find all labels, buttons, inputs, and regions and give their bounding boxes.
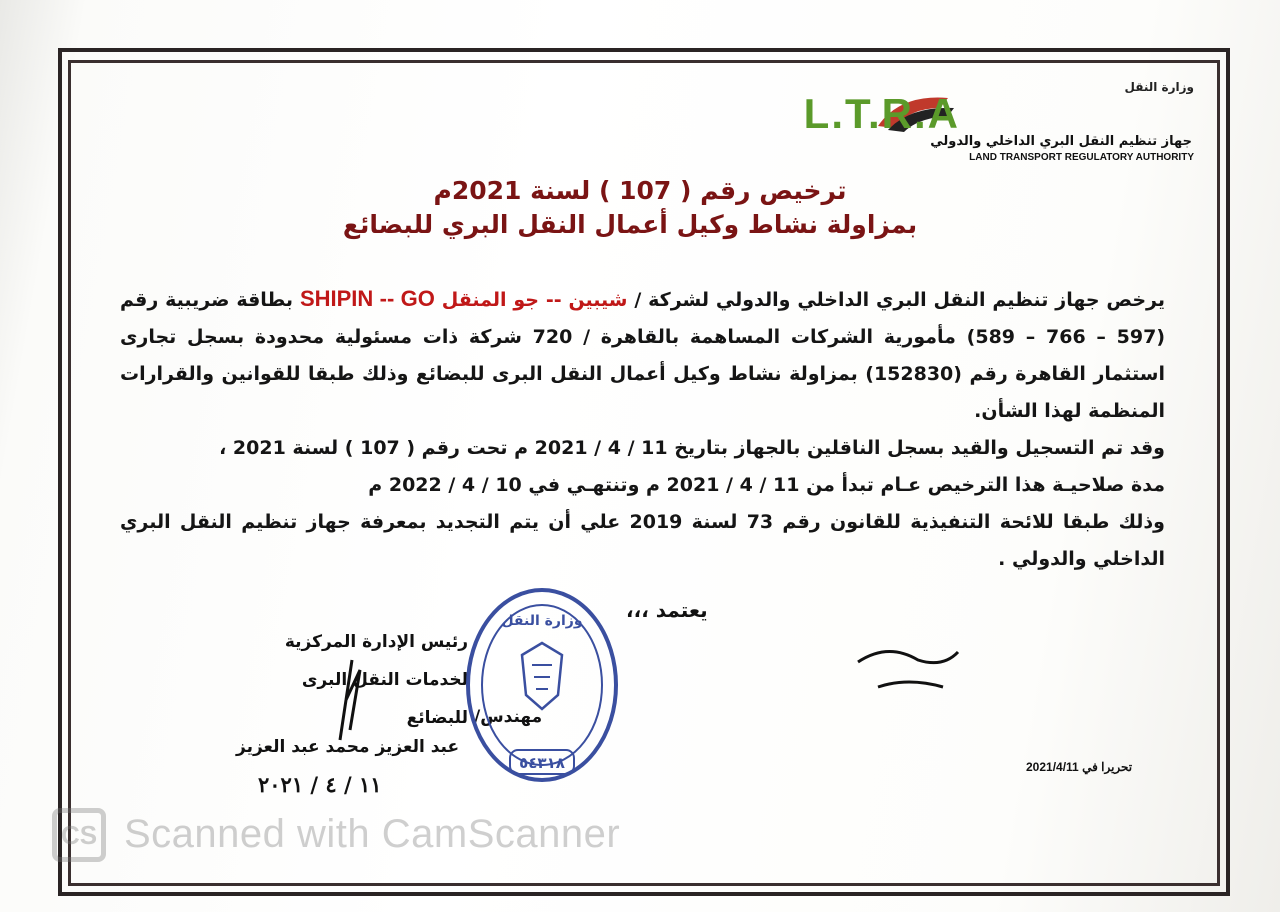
seal-number: ٥٤٣١٨ — [519, 754, 565, 772]
camscanner-badge-icon: CS — [52, 808, 106, 862]
ltra-logo — [803, 80, 1200, 170]
signature-scribble-icon — [300, 640, 400, 750]
paragraph-intro — [120, 280, 1165, 430]
camscanner-text: Scanned with CamScanner — [124, 812, 621, 856]
license-body — [120, 280, 1165, 578]
signer-title-line2: لخدمات النقل البرى للبضائع — [301, 670, 468, 728]
license-subtitle: بمزاولة نشاط وكيل أعمال النقل البري للبضائع — [342, 210, 918, 239]
seal-text: وزارة النقل — [501, 613, 583, 629]
signer-name: عبد العزيز محمد عبد العزيز — [236, 737, 460, 757]
approval-signature-icon — [848, 632, 968, 702]
signer-title-line1: رئيس الإدارة المركزية — [284, 632, 468, 652]
authority-name-ar: جهاز تنظيم النقل البري الداخلي والدولي — [930, 134, 1192, 149]
ministry-label: وزارة النقل — [1124, 80, 1194, 94]
ltra-emblem-icon — [803, 88, 1200, 138]
authority-name-en: LAND TRANSPORT REGULATORY AUTHORITY — [969, 152, 1194, 163]
official-seal-icon — [462, 585, 622, 785]
intro-text: يرخص جهاز تنظيم النقل البري الداخلي والدولي لشركة / — [634, 289, 1165, 311]
logo-text: L.T.R.A — [803, 90, 960, 137]
paragraph-law: وذلك طبقا للائحة التنفيذية للقانون رقم 73 لسنة 2019 علي أن يتم التجديد بمعرفة جهاز تنظيم النقل البري الداخلي والدولي . — [120, 511, 1165, 570]
engineer-label: مهندس/ — [474, 707, 543, 727]
intro-rest: بطاقة ضريبية رقم (597 – 766 – 589) مأمورية الشركات المساهمة بالقاهرة / 720 شركة ذات مسئولية محدودة بسجل تجارى استثمار القاهرة رقم (152830) بمزاولة نشاط وكيل أعمال النقل البرى للبضائع وذلك طبقا للقوانين والقرارات المنظمة لهذا الشأن. — [120, 289, 1166, 422]
license-title: ترخيص رقم ( 107 ) لسنة 2021م — [433, 176, 847, 205]
handwritten-date: ١١ / ٤ / ٢٠٢١ — [258, 772, 382, 797]
camscanner-watermark — [52, 806, 692, 866]
company-name-ar: شيبين -- جو المنقل — [441, 289, 628, 311]
paragraph-validity: مدة صلاحيـة هذا الترخيص عـام تبدأ من 11 / 4 / 2021 م وتنتهـي في 10 / 4 / 2022 م — [368, 474, 1165, 496]
issue-date: تحريرا في 2021/4/11 — [1026, 760, 1133, 774]
approved-label: يعتمد ،،، — [626, 598, 708, 622]
company-name-en: SHIPIN -- GO — [299, 286, 435, 311]
paragraph-registration: وقد تم التسجيل والقيد بسجل الناقلين بالجهاز بتاريخ 11 / 4 / 2021 م تحت رقم ( 107 ) لسنة 2021 ، — [219, 437, 1165, 459]
